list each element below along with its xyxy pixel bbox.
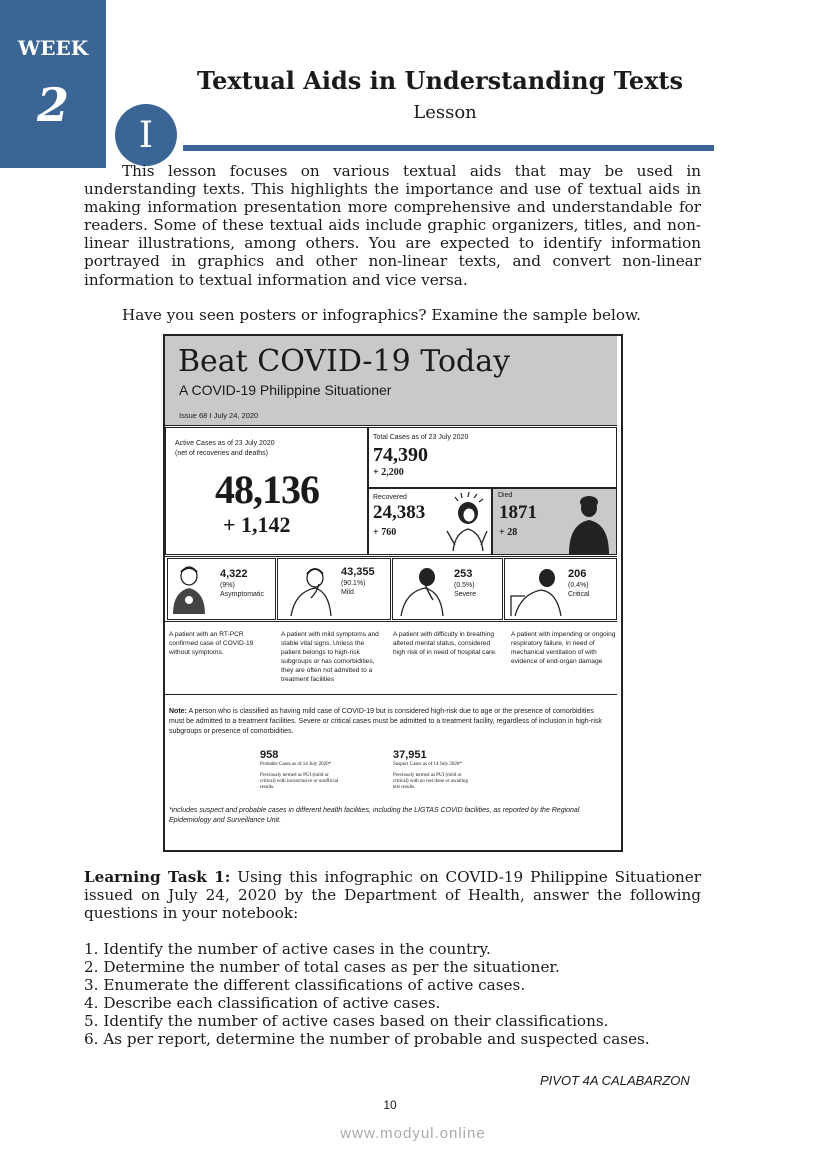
recovered-value: 24,383 <box>373 502 426 523</box>
task-item-6: 6. As per report, determine the number of probable and suspected cases. <box>84 1030 650 1048</box>
died-value: 1871 <box>499 502 537 523</box>
total-value: 74,390 <box>373 444 428 466</box>
critical-pct: (0.4%) <box>568 582 589 589</box>
died-person-icon <box>565 490 613 554</box>
title-rule <box>183 145 714 151</box>
probable-label: Probable Cases as of 14 July 2020* <box>260 762 332 767</box>
task-item-3: 3. Enumerate the different classifications of active cases. <box>84 976 526 994</box>
task-item-1: 1. Identify the number of active cases in the country. <box>84 940 491 958</box>
suspect-value: 37,951 <box>393 749 427 761</box>
severe-pct: (0.5%) <box>454 582 475 589</box>
intro-question: Have you seen posters or infographics? Examine the sample below. <box>122 306 641 324</box>
learning-task-label: Learning Task 1: <box>84 868 231 886</box>
note-divider <box>165 694 617 695</box>
total-delta: + 2,200 <box>373 467 404 478</box>
asymptomatic-pct: (9%) <box>220 582 235 589</box>
week-number: 2 <box>36 78 69 132</box>
died-label: Died <box>498 492 513 499</box>
mild-name: Mild <box>341 589 354 596</box>
asymptomatic-name: Asymptomatic <box>220 591 264 598</box>
note <box>169 707 609 737</box>
learning-task <box>84 868 701 922</box>
page-subtitle: Lesson <box>413 102 477 123</box>
page-title: Textual Aids in Understanding Texts <box>197 66 683 95</box>
asymptomatic-value: 4,322 <box>220 568 248 580</box>
recovered-delta: + 760 <box>373 527 397 538</box>
mild-person-icon <box>281 564 341 618</box>
note-label: Note: <box>169 708 187 715</box>
mild-value: 43,355 <box>341 566 375 578</box>
suspect-desc: Previously termed as PUI (mild or critical) with no test done or awaiting test results. <box>393 773 468 790</box>
asymptomatic-desc: A patient with an RT-PCR confirmed case of COVID-19 without symptoms. <box>169 631 254 656</box>
active-value: 48,136 <box>215 467 319 512</box>
asymptomatic-person-icon <box>171 564 215 618</box>
severe-person-icon <box>395 564 451 618</box>
severe-desc: A patient with difficulty in breathing altered mental status, considered high risk of in need of hospital care. <box>393 631 497 656</box>
footer-organization: PIVOT 4A CALABARZON <box>540 1073 690 1088</box>
died-delta: + 28 <box>499 527 518 538</box>
probable-desc: Previously termed as PUI (mild or critical) with inconclusive or unofficial results. <box>260 773 339 790</box>
critical-desc: A patient with impending or ongoing respiratory failure, in need of mechanical ventilation of with evidence of end-organ damage <box>511 631 616 665</box>
week-label: WEEK <box>17 36 89 60</box>
critical-person-icon <box>507 564 565 618</box>
mild-pct: (90.1%) <box>341 580 366 587</box>
section-letter: I <box>138 115 154 156</box>
critical-value: 206 <box>568 568 587 580</box>
page-number: 10 <box>383 1098 397 1112</box>
task-item-2: 2. Determine the number of total cases as per the situationer. <box>84 958 560 976</box>
active-delta: + 1,142 <box>223 512 291 537</box>
infographic-footnote: *includes suspect and probable cases in different health facilities, including the LIGTAS COVID facilities, as reported by the Regional Epidemiology and Surveillance Unit. <box>169 807 580 824</box>
active-label-note: (net of recoveries and deaths) <box>175 450 268 457</box>
infographic-subtitle: A COVID-19 Philippine Situationer <box>179 382 392 398</box>
total-label: Total Cases as of 23 July 2020 <box>373 434 469 441</box>
learning-task-text: Using this infographic on COVID-19 Philippine Situationer issued on July 24, 2020 by the Department of Health, answer the following questions in your notebook: <box>84 868 701 923</box>
recovered-person-icon <box>445 491 491 553</box>
note-text: A person who is classified as having mild case of COVID-19 but is considered high-risk due to age or the presence of comorbidities must be admitted to a treatment facilities. Severe or critical cases must be admitted to a treatment facility, regardless of inclusion in high-risk subgroups or presence of comorbidities. <box>169 708 602 735</box>
task-item-5: 5. Identify the number of active cases based on their classifications. <box>84 1012 609 1030</box>
watermark: www.modyul.online <box>340 1125 486 1142</box>
mild-desc: A patient with mild symptoms and stable vital signs. Unless the patient belongs to high-risk subgroups or has comorbidities, they are often not admitted to a treatment facilities <box>281 631 379 683</box>
suspect-label: Suspect Cases as of 14 July 2020* <box>393 762 462 767</box>
severe-name: Severe <box>454 591 477 598</box>
task-item-4: 4. Describe each classification of active cases. <box>84 994 441 1012</box>
severe-value: 253 <box>454 568 473 580</box>
infographic-title: Beat COVID-19 Today <box>178 344 511 379</box>
covid-infographic <box>163 334 623 852</box>
active-label: Active Cases as of 23 July 2020 <box>175 440 275 447</box>
recovered-label: Recovered <box>373 494 407 501</box>
critical-name: Critical <box>568 591 590 598</box>
infographic-issue: Issue 68 I July 24, 2020 <box>179 411 259 420</box>
probable-value: 958 <box>260 749 279 761</box>
intro-paragraph: This lesson focuses on various textual aids that may be used in understanding texts. This highlights the importance and use of textual aids in making information presentation more comprehensive and understandable for readers. Some of these textual aids include graphic organizers, titles, and non-linear illustrations, among others. You are expected to identify information portrayed in graphics and other non-linear texts, and convert non-linear information to textual information and vice versa. <box>84 162 701 289</box>
